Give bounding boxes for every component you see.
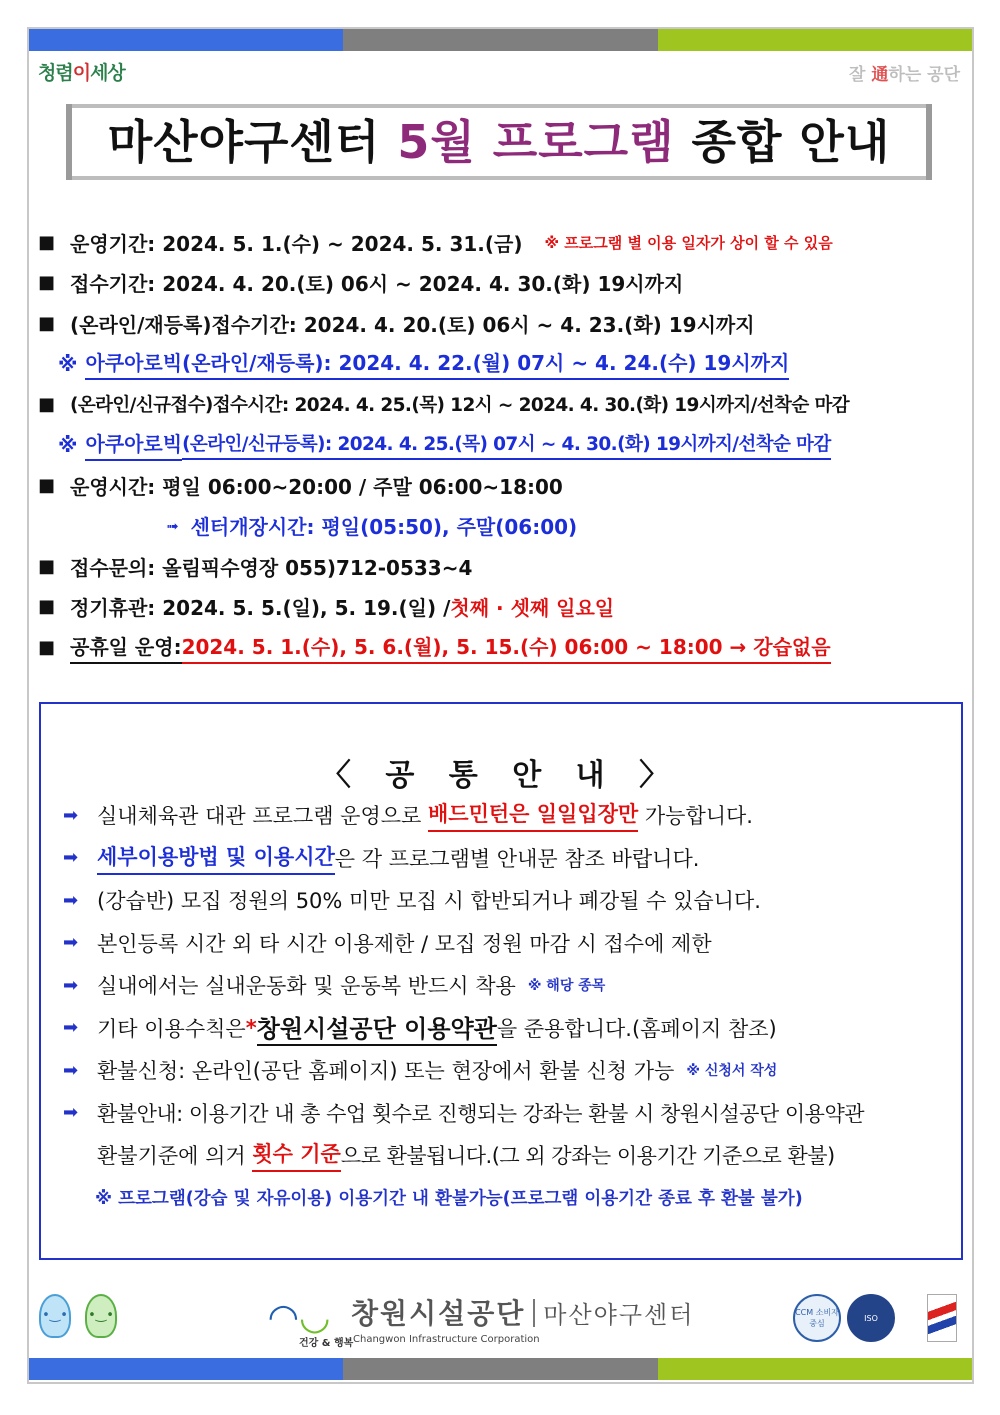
aquarobic-reregistration-period: 아쿠아로빅(온라인/재등록): 2024. 4. 22.(월) 07시 ~ 4. 24.(수) 19시까지 <box>85 347 789 380</box>
emblem-caption: 건강 & 행복 <box>299 1338 354 1349</box>
notice-row-refund-note <box>63 1177 953 1220</box>
notice-text: 은 각 프로그램별 안내문 참조 바랍니다. <box>334 846 700 871</box>
square-bullet-icon: ■ <box>38 636 56 658</box>
notice-small-note: ※ 신청서 작성 <box>686 1063 778 1080</box>
asterisk-mark: * <box>245 1015 257 1040</box>
logo-left-part1: 청렴 <box>38 62 73 84</box>
arrow-right-icon: ➡ <box>63 1017 79 1039</box>
notice-text: 을 준용합니다.(홈페이지 참조) <box>496 1016 777 1041</box>
square-bullet-icon: ■ <box>38 596 56 618</box>
mascot-icon: •‿• <box>85 1294 117 1338</box>
notice-text: 환불기준에 의거 <box>97 1144 246 1169</box>
inquiry-contact: 접수문의: 올림픽수영장 055)712-0533~4 <box>70 555 473 580</box>
notice-highlight: 세부이용방법 및 이용시간 <box>97 841 335 875</box>
info-row-aquarobic-reregistration <box>38 344 968 385</box>
notice-small-note: ※ 해당 종목 <box>527 978 606 995</box>
notice-text: 본인등록 시간 외 타 시간 이용제한 / 모집 정원 마감 시 접수에 제한 <box>97 931 712 956</box>
common-notice-list <box>63 794 953 1219</box>
square-bullet-icon: ■ <box>38 312 56 334</box>
notice-row-time-restriction <box>63 922 953 965</box>
note-mark-icon: ※ <box>58 432 78 457</box>
ccm-badge-icon: CCM 소비자중심 <box>793 1294 841 1342</box>
square-bullet-icon: ■ <box>38 231 56 253</box>
info-row-regular-closure <box>38 587 968 628</box>
notice-row-terms <box>63 1007 953 1050</box>
square-bullet-icon: ■ <box>38 555 56 577</box>
arrow-right-icon: ➡ <box>63 974 79 996</box>
operation-period: 운영기간: 2024. 5. 1.(수) ~ 2024. 5. 31.(금) <box>70 231 523 256</box>
notice-text: 환불신청: 온라인(공단 홈페이지) 또는 현장에서 환불 신청 가능 <box>97 1059 675 1084</box>
online-new-registration-period: (온라인/신규접수)접수시간: 2024. 4. 25.(목) 12시 ~ 2024. 4. 30.(화) 19시까지/선착순 마감 <box>70 395 849 417</box>
opening-hours: 센터개장시간: 평일(05:50), 주말(06:00) <box>190 515 578 540</box>
corporation-logo-text <box>351 1292 694 1332</box>
notice-note-text: ※ 프로그램(강습 및 자유이용) 이용기간 내 환불가능(프로그램 이용기간 종료 후 환불 불가) <box>95 1189 803 1210</box>
notice-row-class-merge <box>63 879 953 922</box>
footer <box>29 1280 972 1356</box>
online-reregistration-period: (온라인/재등록)접수기간: 2024. 4. 20.(토) 06시 ~ 4. 23.(화) 19시까지 <box>70 312 755 337</box>
center-name: 마산야구센터 <box>543 1301 695 1329</box>
notice-row-badminton <box>63 794 953 837</box>
title-box <box>66 104 932 180</box>
notice-text: 환불안내: 이용기간 내 총 수업 횟수로 진행되는 강좌는 환불 시 창원시설공단 이용약관 <box>97 1101 865 1126</box>
bottom-color-bar <box>29 1358 972 1380</box>
holiday-operation-dates: 2024. 5. 1.(수), 5. 6.(월), 5. 15.(수) 06:00 ~ 18:00 → 강습없음 <box>182 631 831 664</box>
terms-link[interactable]: 창원시설공단 이용약관 <box>257 1009 497 1046</box>
notice-row-refund-guide <box>63 1092 953 1135</box>
note-mark-icon: ※ <box>58 351 78 376</box>
square-bullet-icon: ■ <box>38 272 56 294</box>
registration-period: 접수기간: 2024. 4. 20.(토) 06시 ~ 2024. 4. 30.(화) 19시까지 <box>70 272 684 297</box>
notice-text: 으로 환불됩니다.(그 외 강좌는 이용기간 기준으로 환불) <box>340 1144 835 1169</box>
info-row-holiday-operation <box>38 627 968 668</box>
info-row-opening-hours <box>38 506 968 547</box>
aquarobic-new-registration-period: (온라인/신규등록): 2024. 4. 25.(목) 07시 ~ 4. 30.(화) 19시까지/선착순 마감 <box>182 430 831 460</box>
notice-row-refund-guide-cont <box>63 1134 953 1177</box>
award-flag-icon <box>927 1294 957 1342</box>
notice-row-refund-request <box>63 1049 953 1092</box>
bar-segment-gray <box>343 1358 657 1380</box>
info-row-registration-period <box>38 263 968 304</box>
arrow-right-icon: ➡ <box>63 889 79 911</box>
arrow-right-icon: ➡ <box>63 804 79 826</box>
corporation-name: 창원시설공단 <box>351 1297 526 1330</box>
mascot-icon: •‿• <box>39 1294 71 1338</box>
notice-text: 실내에서는 실내운동화 및 운동복 반드시 착용 <box>97 974 516 999</box>
notice-row-indoor-shoes <box>63 964 953 1007</box>
logo-right-part3: 하는 공단 <box>888 65 960 85</box>
bar-segment-green <box>658 1358 972 1380</box>
aquarobic-label: 아쿠아로빅 <box>85 428 182 461</box>
common-notice-box <box>39 702 963 1260</box>
arrow-right-icon: ➡ <box>63 1059 79 1081</box>
slogan-logo <box>849 60 960 85</box>
holiday-operation-label: 공휴일 운영: <box>70 631 182 664</box>
info-row-inquiry <box>38 546 968 587</box>
logo-divider <box>533 1299 535 1327</box>
notice-text: 가능합니다. <box>644 804 753 829</box>
corporation-emblem-icon: ◠◡ <box>267 1297 331 1338</box>
notice-highlight: 횟수 기준 <box>252 1138 340 1172</box>
square-bullet-icon: ■ <box>38 474 56 496</box>
page-title <box>72 104 926 180</box>
notice-row-usage-details <box>63 837 953 880</box>
bar-segment-blue <box>29 29 343 51</box>
regular-closure-dates: 정기휴관: 2024. 5. 5.(일), 5. 19.(일) / <box>70 596 451 621</box>
corporation-english-name: Changwon Infrastructure Corporation <box>353 1334 540 1345</box>
logo-left-part3: 세상 <box>90 62 125 84</box>
bar-segment-gray <box>343 29 657 51</box>
arrow-right-icon: ➡ <box>63 932 79 954</box>
logo-left-part2: 이 <box>72 62 91 84</box>
info-row-aquarobic-new-registration <box>38 425 968 466</box>
operation-period-note: ※ 프로그램 별 이용 일자가 상이 할 수 있음 <box>544 233 833 252</box>
bar-segment-blue <box>29 1358 343 1380</box>
notice-text: 실내체육관 대관 프로그램 운영으로 <box>97 804 422 829</box>
info-row-operation-period <box>38 222 968 263</box>
square-bullet-icon: ■ <box>38 393 56 415</box>
logo-right-part2: 通 <box>871 65 889 85</box>
bar-segment-green <box>658 29 972 51</box>
common-notice-title: 〈 공 통 안 내 〉 <box>320 758 682 793</box>
certification-badge-icon: ISO <box>847 1294 895 1342</box>
info-list <box>38 222 968 668</box>
notice-text: (강습반) 모집 정원의 50% 미만 모집 시 합반되거나 폐강될 수 있습니다. <box>97 889 761 914</box>
info-row-operation-hours <box>38 465 968 506</box>
operation-hours: 운영시간: 평일 06:00~20:00 / 주말 06:00~18:00 <box>70 474 563 499</box>
info-row-online-reregistration <box>38 303 968 344</box>
top-color-bar <box>29 29 972 51</box>
title-part2: 5월 프로그램 <box>397 115 675 169</box>
regular-closure-days: 첫째 · 셋째 일요일 <box>450 596 615 621</box>
notice-highlight: 배드민턴은 일일입장만 <box>428 798 638 832</box>
title-part1: 마산야구센터 <box>107 115 381 169</box>
clean-world-logo <box>38 58 125 85</box>
info-row-online-new-registration <box>38 384 968 425</box>
arrow-right-icon: ➟ <box>166 516 179 535</box>
logo-right-part1: 잘 <box>849 65 872 85</box>
arrow-right-icon: ➡ <box>63 1102 79 1124</box>
arrow-right-icon: ➡ <box>63 847 79 869</box>
title-part3: 종합 안내 <box>691 115 891 169</box>
notice-text: 기타 이용수칙은 <box>97 1016 246 1041</box>
